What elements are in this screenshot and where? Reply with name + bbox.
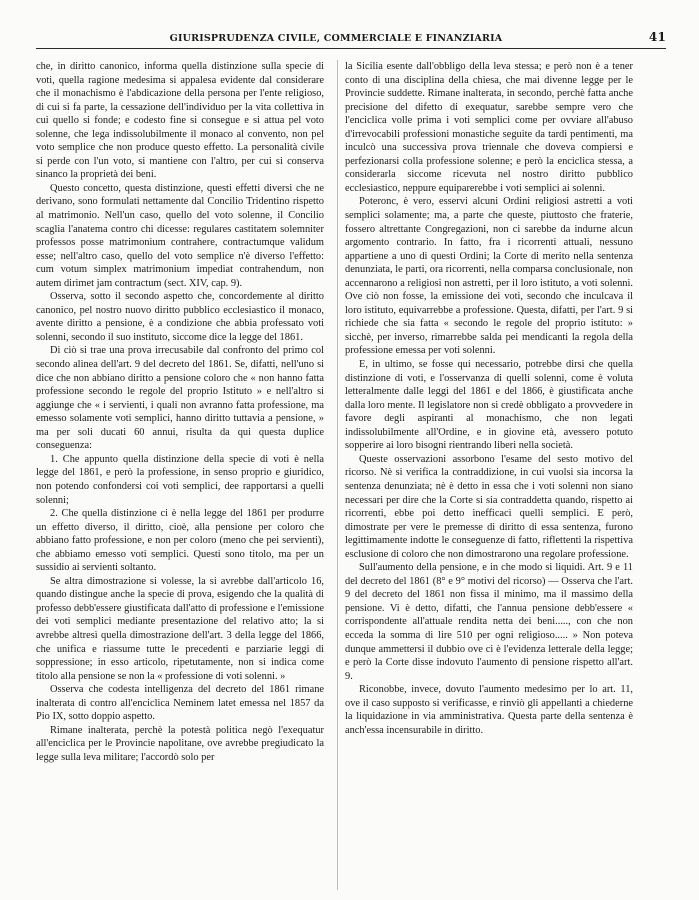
paragraph: Di ciò si trae una prova irrecusabile dal confronto del primo col secondo alinea dell'art. 9 del decreto del 1861. Se, difatti, nell'uno si dice che non abbiano diritto a pensione coloro che « non hanno fatta professione secondo le regole del proprio Istituto » e nell'altro si aggiunge che « i servienti, i quali non avranno fatta professione, ma emesso solamente voti semplici, hanno diritto tuttavia a pensione, » ma per soli ducati 60 annui, risulta da qui questa duplice conseguenza: xyxy=(36,345,324,452)
right-column xyxy=(345,60,633,737)
header-title: GIURISPRUDENZA CIVILE, COMMERCIALE E FINANZIARIA xyxy=(169,33,503,44)
paragraph: Sull'aumento della pensione, e in che modo si liquidi. Art. 9 e 11 del decreto del 1861 (8° e 9° motivi del ricorso) — Osserva che l'art. 9 del decreto del 1861 non fissa il minimo, ma il massimo della pensione. Vi è detto, difatti, che l'annua pensione debb'essere « corrispondente all'attuale rendita netta dei beni....., con che non ecceda la somma di lire 510 per ogni religioso..... » Non poteva dunque ammettersi il dubbio ove ci è l'evidenza letterale della legge; e però la Corte disse indovuto l'aumento di pensione rispetto all'art. 9. xyxy=(345,562,633,682)
paragraph: Questo concetto, questa distinzione, questi effetti diversi che ne derivano, sono formulati nettamente dal Concilio Tridentino rispetto al matrimonio. Nell'un caso, quello del voto solenne, il Concilio scaglia l'anatema contro chi dicesse: regulares castitatem solemniter professos posse matrimonium contrahere, contractumque validum esse; nell'altro caso, quello del voto semplice n'è diverso l'effetto: cum votum simplex matrimonium impediat contrahendum, non autem dirimet jam contractum (sect. XIV, cap. 9). xyxy=(36,182,324,289)
column-divider xyxy=(337,60,338,890)
left-column xyxy=(36,60,324,764)
paragraph: Osserva, sotto il secondo aspetto che, concordemente al diritto canonico, pel nostro nuovo diritto pubblico ecclesiastico il monaco, avente diritto a pensione, è a condizione che abbia professato voti solenni, secondo il suo instituto, siccome dice la legge del 1861. xyxy=(36,291,324,343)
header-rule xyxy=(36,48,666,49)
paragraph: la Sicilia esente dall'obbligo della leva stessa; e però non è a tener conto di una disciplina della chiesa, che mai divenne legge per le Provincie suddette. Rimane inalterata, in secondo, perchè fatta anche precisione del difetto di exequatur, sarebbe sempre vero che l'enciclica volle prima i voti semplici come per ovviare all'abuso d'irrevocabili professioni monastiche seguite da tardi pentimenti, ma inculcò una successiva prova triennale che doveva compiersi e perfezionarsi colla professione solenne; e però la enciclica stessa, a considerarla siccome ricevuta nel nostro diritto pubblico ecclesiastico, neppure equiparerebbe i voti semplici ai solenni. xyxy=(345,61,633,194)
running-header xyxy=(36,30,666,46)
paragraph: 2. Che quella distinzione ci è nella legge del 1861 per produrre un effetto diverso, il diritto, cioè, alla pensione per coloro che abbiano fatto professione, e non per coloro (meno che pei servienti), che abbiamo emesso voti semplici. Questi sono titolo, ma per un sussidio ai servienti soltanto. xyxy=(36,508,324,574)
paragraph: che, in diritto canonico, informa quella distinzione sulla specie di voti, quella ragione medesima si appalesa evidente dal considerare che il monachismo è l'abdicazione della persona per l'ente religioso, di cui si fa parte, la cessazione dell'individuo per la vita collettiva in cui quello si fonde; e codesto fine si consegue e si attua pel voto solenne, che lega indissolubilmente il monaco al convento, non pel voto semplice che non produce questo effetto. La personalità civile si perde con l'un voto, si mantiene con l'altro, per cui si conserva sinanco la proprietà dei beni. xyxy=(36,61,324,181)
paragraph: Se altra dimostrazione si volesse, la si avrebbe dall'articolo 16, quando distingue anche la specie di prova, esigendo che la qualità di professo debb'essere giustificata dall'atto di professione e l'emissione dei voti semplici mediante presentazione del relativo atto; la si avrebbe altresì quella dimostrazione dell'art. 3 della legge del 1866, che unifica e riassume tutte le precedenti e parziarie leggi di soppressione; in esso articolo, ripetutamente, non si indica come titolo alla pensione se non la « professione di voti solenni. » xyxy=(36,575,324,682)
paragraph: Osserva che codesta intelligenza del decreto del 1861 rimane inalterata di contro all'enciclica Neminem latet emessa nel 1857 da Pio IX, sotto doppio aspetto. xyxy=(36,684,324,723)
paragraph: 1. Che appunto quella distinzione della specie di voti è nella legge del 1861, e però la professione, in senso proprio e giuridico, non potendo confondersi coi voti semplici, dee rapportarsi a quelli solenni; xyxy=(36,453,324,506)
paragraph: E, in ultimo, se fosse qui necessario, potrebbe dirsi che quella distinzione di voti, e l'osservanza di quelli solenni, come è voluta letteralmente dalle leggi del 1861 e del 1866, è giustificata anche dalla loro mente. Il legislatore non si credè obbligato a provvedere in favore degli aspiranti al monachismo, che non legati indissolubilmente all'Ordine, e in giovine età, avessero potuto sopperire ai loro bisogni rientrando liberi nella società. xyxy=(345,359,633,452)
paragraph: Rimane inalterata, perchè la potestà politica negò l'exequatur all'enciclica per le Provincie napolitane, ove avrebbe pregiudicato la legge sulla leva militare; l'accordò solo per xyxy=(36,724,324,763)
paragraph: Riconobbe, invece, dovuto l'aumento medesimo per lo art. 11, ove il caso supposto si verificasse, e rinviò gli appellanti a chiederne la liquidazione in via amministrativa. Questa parte della sentenza è anch'essa incensurabile in diritto. xyxy=(345,684,633,736)
page-number: 41 xyxy=(648,30,666,44)
paragraph: Queste osservazioni assorbono l'esame del sesto motivo del ricorso. Nè si verifica la contraddizione, in cui vuolsi sia incorsa la sentenza denunziata; nè è detto in essa che i voti solenni non siano necessari per dire che la Corte si sia contraddetta quando, rispetto ai ricorrenti, ebbe poi detto inefficaci quelli semplici. E però, dimostrate per vere le premesse di diritto di essa sentenza, furono legittimamente indotte le conseguenze di fatto, riflettenti la rispettiva esclusione di coloro che non dimostrarono una regolare professione. xyxy=(345,453,633,560)
paragraph: Poteronc, è vero, esservi alcuni Ordini religiosi astretti a voti semplici solamente; ma, a parte che queste, piuttosto che fraterie, fossero altrettante Congregazioni, non ci sarebbe da indurne alcun argomento contrario. In fatto, fra i ricorrenti attuali, nessuno appartiene a uno di questi Ordini; la Corte di merito nella sentenza denunziata, le parti, ora ricorrenti, nella comparsa conclusionale, non accennarono a religiosi non astretti, per il loro istituto, a voti solenni. Ove ciò non fosse, la emissione dei voti, secondo che inculcava il loro istituto, equivarrebbe a professione. Questa, difatti, per l'art. 9 si richiede che sia fatta « secondo le regole del proprio istituto: » sicchè, per inverso, rimarrebbe salda pei mendicanti la regola della professione emessa per voti solenni. xyxy=(345,196,633,357)
